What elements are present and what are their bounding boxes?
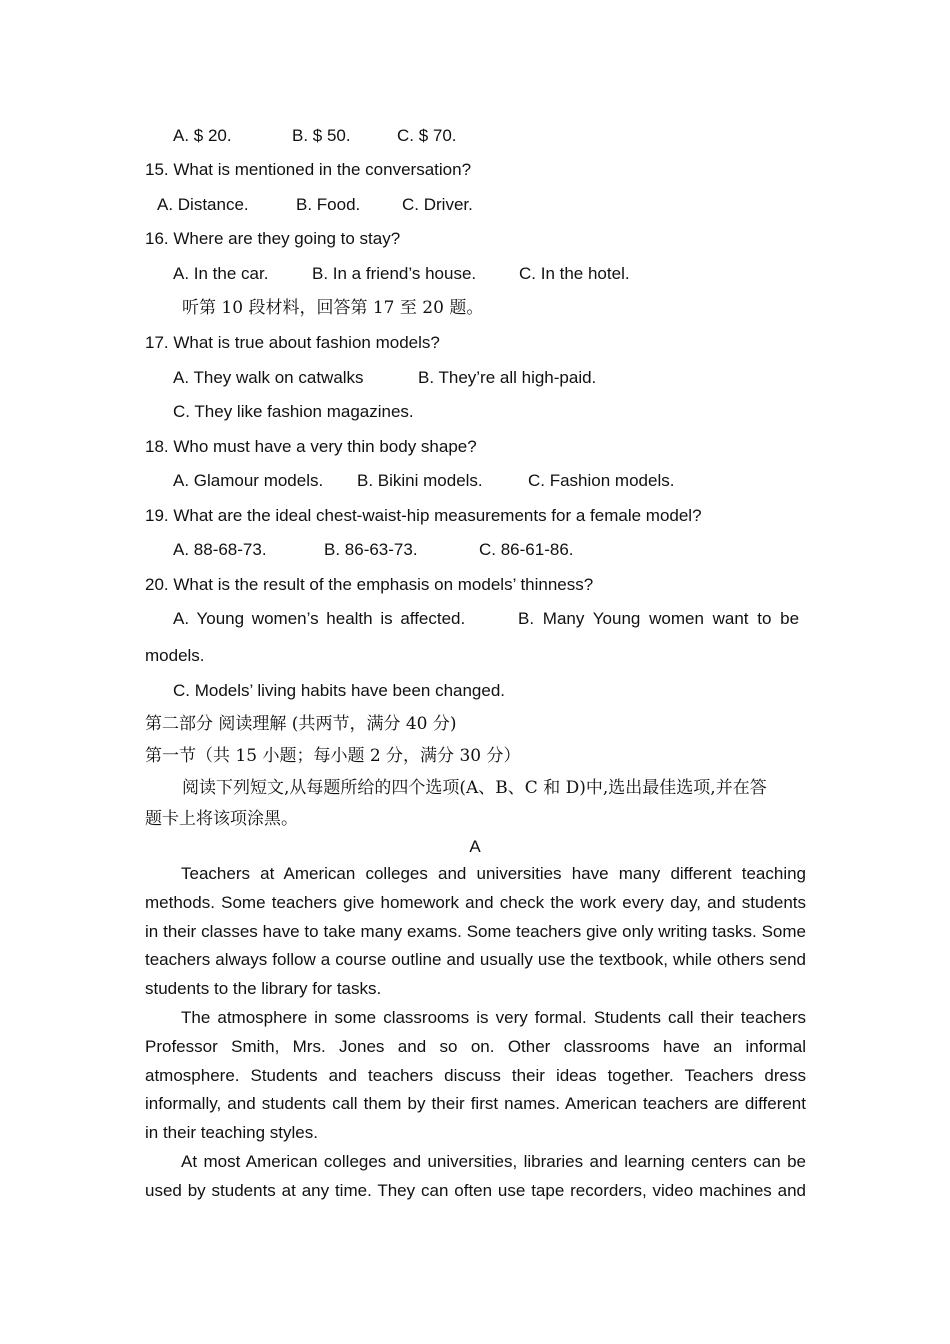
q20-option-c: C. Models’ living habits have been changed. xyxy=(173,681,506,700)
q15-option-b: B. Food. xyxy=(296,195,361,214)
part2-title: 第二部分 阅读理解 (共两节，满分 40 分) xyxy=(145,714,457,734)
section1-title: 第一节（共 15 小题；每小题 2 分，满分 30 分） xyxy=(145,746,521,766)
q18-option-b: B. Bikini models. xyxy=(357,471,483,490)
q14-option-c: C. $ 70. xyxy=(397,126,457,145)
q18-stem: 18. Who must have a very thin body shape? xyxy=(145,437,477,456)
q20-stem: 20. What is the result of the emphasis on models’ thinness? xyxy=(145,575,594,594)
q14-option-a: A. $ 20. xyxy=(173,126,232,145)
passage-paragraph-1: Teachers at American colleges and universities have many different teaching methods. Some teachers give homework and check the work every day, and students in their classes have to take many exams. Some teachers give only writing tasks. Some teachers always follow a course outline and usually use the textbook, while others send students to the library for tasks. xyxy=(145,864,806,999)
section-10-heading: 听第 10 段材料，回答第 17 至 20 题。 xyxy=(182,298,484,318)
q20-option-b: B. Many Young women want to be xyxy=(518,609,800,628)
q19-option-b: B. 86-63-73. xyxy=(324,540,418,559)
q19-stem: 19. What are the ideal chest-waist-hip measurements for a female model? xyxy=(145,506,702,525)
q14-option-b: B. $ 50. xyxy=(292,126,351,145)
q16-option-a: A. In the car. xyxy=(173,264,269,283)
q15-option-c: C. Driver. xyxy=(402,195,473,214)
q15-option-a: A. Distance. xyxy=(157,195,249,214)
passage-paragraph-3: At most American colleges and universities, libraries and learning centers can be used by students at any time. They can often use tape recorders, video machines and xyxy=(145,1152,806,1200)
q16-option-c: C. In the hotel. xyxy=(519,264,630,283)
q17-option-c: C. They like fashion magazines. xyxy=(173,402,414,421)
q16-stem: 16. Where are they going to stay? xyxy=(145,229,401,248)
q17-option-b: B. They’re all high-paid. xyxy=(418,368,597,387)
q18-option-c: C. Fashion models. xyxy=(528,471,675,490)
q17-stem: 17. What is true about fashion models? xyxy=(145,333,440,352)
q15-stem: 15. What is mentioned in the conversation? xyxy=(145,160,472,179)
q17-option-a: A. They walk on catwalks xyxy=(173,368,364,387)
q16-option-b: B. In a friend’s house. xyxy=(312,264,477,283)
q19-option-a: A. 88-68-73. xyxy=(173,540,267,559)
instruction-line-1: 阅读下列短文,从每题所给的四个选项(A、B、C 和 D)中,选出最佳选项,并在答 xyxy=(182,778,767,798)
passage-label: A xyxy=(469,837,481,856)
q18-option-a: A. Glamour models. xyxy=(173,471,324,490)
q20-option-b-continuation: models. xyxy=(145,646,205,665)
instruction-line-2: 题卡上将该项涂黑。 xyxy=(145,809,298,829)
q19-option-c: C. 86-61-86. xyxy=(479,540,574,559)
passage-paragraph-2: The atmosphere in some classrooms is very formal. Students call their teachers Professor Smith, Mrs. Jones and so on. Other classrooms have an informal atmosphere. Students and teachers discuss their ideas together. Teachers dress informally, and students call them by their first names. American teachers are different in their teaching styles. xyxy=(145,1008,806,1143)
q20-option-a: A. Young women’s health is affected. xyxy=(173,609,466,628)
